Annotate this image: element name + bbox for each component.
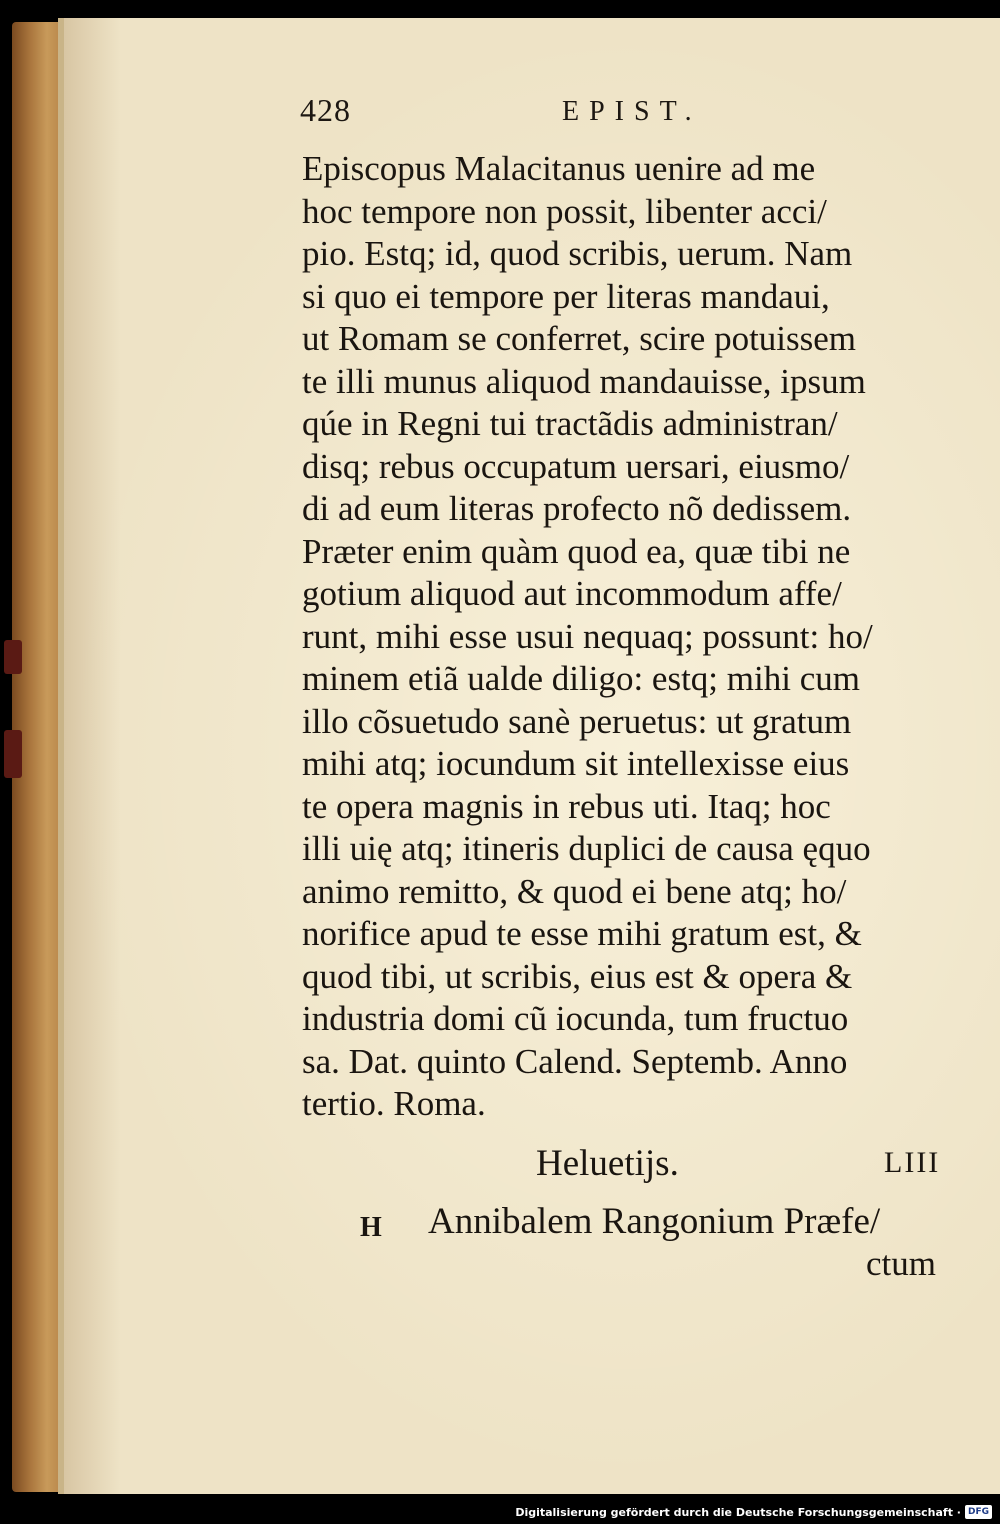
text-line: si quo ei tempore per literas mandaui, xyxy=(302,276,830,316)
text-line: industria domi cũ iocunda, tum fructuo xyxy=(302,999,849,1038)
text-line: di ad eum literas profecto nõ dedissem. xyxy=(302,489,852,528)
text-line: hoc tempore non possit, libenter acci/ xyxy=(302,191,827,231)
catchword: ctum xyxy=(866,1244,936,1283)
initial-letter: H xyxy=(360,1212,382,1243)
text-line: qúe in Regni tui tractãdis administran/ xyxy=(302,404,838,443)
text-line: sa. Dat. quinto Calend. Septemb. Anno xyxy=(302,1041,848,1081)
text-line: gotium aliquod aut incommodum affe/ xyxy=(302,574,842,613)
text-line: illo cõsuetudo sanè peruetus: ut gratum xyxy=(302,701,852,741)
text-line: te illi munus aliquod mandauisse, ipsum xyxy=(302,361,866,401)
running-head: EPIST. xyxy=(562,96,702,127)
bookmark-tab xyxy=(4,730,22,778)
bookmark-tab xyxy=(4,640,22,674)
credit-text: Digitalisierung gefördert durch die Deutsche Forschungsgemeinschaft · xyxy=(515,1505,961,1519)
text-line: pio. Estq; id, quod scribis, uerum. Nam xyxy=(302,234,853,273)
text-line: minem etiã ualde diligo: estq; mihi cum xyxy=(302,659,860,698)
text-line: Episcopus Malacitanus uenire ad me xyxy=(302,149,816,188)
section-number: LIII xyxy=(884,1146,941,1179)
text-line: ut Romam se conferret, scire potuissem xyxy=(302,319,857,358)
section-heading: Heluetijs. xyxy=(536,1143,679,1184)
text-line: mihi atq; iocundum sit intellexisse eius xyxy=(302,744,850,783)
text-line: te opera magnis in rebus uti. Itaq; hoc xyxy=(302,786,831,826)
text-line: quod tibi, ut scribis, eius est & opera & xyxy=(302,956,853,996)
dfg-logo-icon: DFG xyxy=(965,1505,992,1519)
text-line: illi uię atq; itineris duplici de causa ęquo xyxy=(302,829,871,868)
text-line: runt, mihi esse usui nequaq; possunt: ho/ xyxy=(302,616,873,656)
letter-body xyxy=(302,148,952,1126)
text-line: disq; rebus occupatum uersari, eiusmo/ xyxy=(302,446,850,486)
text-line: animo remitto, & quod ei bene atq; ho/ xyxy=(302,871,847,911)
page-number: 428 xyxy=(300,92,351,128)
text-line: tertio. Roma. xyxy=(302,1084,486,1123)
text-line: norifice apud te esse mihi gratum est, & xyxy=(302,914,862,953)
text-line: Præter enim quàm quod ea, quæ tibi ne xyxy=(302,531,851,571)
digitization-credit xyxy=(515,1504,992,1520)
letter-address: Annibalem Rangonium Præfe/ xyxy=(428,1201,881,1242)
